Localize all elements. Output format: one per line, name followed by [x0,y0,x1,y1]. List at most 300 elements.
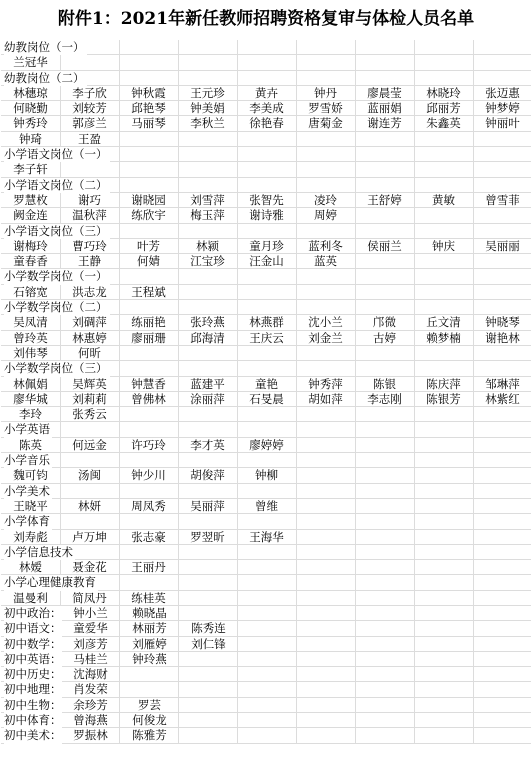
person-name: 陈银 [373,376,396,391]
grid-line [237,178,238,192]
person-name: 阙金连 [13,208,48,223]
person-name: 谢连芳 [367,116,402,131]
person-name: 陈雅芳 [132,728,167,743]
section-heading: 小学数学岗位（三） [4,361,108,376]
person-name: 叶芳 [137,238,160,253]
grid-line [237,162,238,176]
grid-line [296,591,297,605]
grid-line [414,407,415,421]
person-name: 钟庆 [432,238,455,253]
person-name: 童春香 [13,254,48,269]
person-name: 张志豪 [131,529,166,544]
person-name: 汤闽 [78,468,101,483]
grid-line [296,438,297,452]
name-row [1,315,531,330]
section-heading: 小学信息技术 [4,544,73,559]
grid-line [60,453,61,467]
person-name: 李秋兰 [190,116,225,131]
name-row [1,637,531,652]
grid-line [355,132,356,146]
grid-line [473,713,474,727]
grid-line [414,71,415,85]
person-name: 邱艳琴 [131,101,166,116]
person-name: 梅玉萍 [190,208,225,223]
grid-line [237,132,238,146]
grid-line [178,346,179,360]
person-name: 李子轩 [13,162,48,177]
person-name: 童爱华 [73,621,108,636]
grid-line [355,514,356,528]
person-name: 练桂英 [131,590,166,605]
grid-line [355,652,356,666]
grid-line [473,667,474,681]
person-name: 王庆云 [249,330,284,345]
subject-label: 初中地理： [4,682,62,697]
person-name: 钟丽叶 [485,116,520,131]
grid-line [296,285,297,299]
grid-line [60,162,61,176]
person-name: 林佩娟 [13,376,48,391]
name-row [1,254,531,269]
grid-line [414,621,415,635]
grid-line [414,484,415,498]
grid-line [237,591,238,605]
grid-line [414,728,415,742]
grid-line [355,468,356,482]
grid-line [119,269,120,283]
person-name: 钟慧香 [131,376,166,391]
grid-line [296,713,297,727]
grid-line [355,499,356,513]
person-name: 林紫红 [485,391,520,406]
grid-line [473,530,474,544]
person-name: 童艳 [255,376,278,391]
section-heading: 小学数学岗位（一） [4,269,108,284]
grid-line [473,422,474,436]
grid-line [355,530,356,544]
grid-line [296,132,297,146]
person-name: 胡俊萍 [190,468,225,483]
section-heading-row [1,484,531,499]
section-heading-row [1,300,531,315]
section-heading: 小学语文岗位（二） [4,177,108,192]
grid-line [237,560,238,574]
section-heading-row [1,453,531,468]
grid-line [119,55,120,69]
person-name: 刘雁婷 [132,636,167,651]
grid-line [119,224,120,238]
name-row [1,208,531,223]
section-heading: 小学音乐 [4,453,50,468]
grid-line [355,575,356,589]
person-name: 蓝丽娟 [367,101,402,116]
person-name: 钟秀玲 [13,116,48,131]
grid-line [178,453,179,467]
grid-line [473,484,474,498]
grid-line [355,728,356,742]
person-name: 刘伟琴 [13,345,48,360]
grid-line [60,55,61,69]
section-heading: 小学体育 [4,514,50,529]
person-name: 刘仁锋 [191,636,226,651]
grid-line [414,530,415,544]
person-name: 林穗琼 [13,85,48,100]
grid-line [178,71,179,85]
section-heading-row [1,178,531,193]
section-heading-row [1,575,531,590]
name-row [1,285,531,300]
person-name: 王舒婷 [367,192,402,207]
grid-line [296,652,297,666]
grid-line [237,484,238,498]
grid-line [178,132,179,146]
grid-line [473,560,474,574]
section-heading-row [1,40,531,55]
person-name: 胡如萍 [308,391,343,406]
person-name: 赖梦楠 [426,330,461,345]
person-name: 石镕宽 [13,284,48,299]
grid-line [355,71,356,85]
name-row [1,499,531,514]
person-name: 钟秋霞 [131,85,166,100]
person-name: 谢晓园 [131,192,166,207]
person-name: 蓝利冬 [308,238,343,253]
person-name: 涂丽萍 [190,391,225,406]
person-name: 钟美娟 [190,101,225,116]
grid-line [296,40,297,54]
name-row [1,606,531,621]
grid-line [119,147,120,161]
person-name: 黄卉 [255,85,278,100]
grid-line [296,468,297,482]
grid-line [414,575,415,589]
person-name: 王海华 [249,529,284,544]
person-name: 林妍 [78,498,101,513]
grid-line [296,407,297,421]
grid-line [355,698,356,712]
grid-line [414,147,415,161]
grid-line [178,178,179,192]
grid-line [296,514,297,528]
grid-line [473,407,474,421]
grid-line [237,300,238,314]
person-name: 廖华城 [13,391,48,406]
person-name: 谢艳林 [485,330,520,345]
person-name: 吴辉英 [72,376,107,391]
person-name: 刘莉莉 [72,391,107,406]
grid-line [296,682,297,696]
grid-line [473,147,474,161]
section-heading: 幼教岗位（一） [4,40,85,54]
grid-line [473,621,474,635]
grid-line [119,484,120,498]
name-row [1,116,531,131]
name-row [1,239,531,254]
section-heading: 小学心理健康教育 [4,575,96,590]
grid-line [355,346,356,360]
grid-line [178,514,179,528]
grid-line [355,407,356,421]
grid-line [355,224,356,238]
grid-line [296,224,297,238]
grid-line [237,285,238,299]
person-name: 简凤丹 [72,590,107,605]
grid-line [473,468,474,482]
person-name: 温秋萍 [72,208,107,223]
grid-line [178,560,179,574]
person-name: 钟梦婷 [485,101,520,116]
grid-line [355,300,356,314]
grid-line [473,40,474,54]
person-name: 何远金 [72,437,107,452]
grid-line [178,591,179,605]
person-name: 卢万坤 [72,529,107,544]
person-name: 王元珍 [190,85,225,100]
grid-line [414,591,415,605]
person-name: 温曼利 [13,590,48,605]
grid-line [473,591,474,605]
grid-line [355,55,356,69]
person-name: 王程斌 [131,284,166,299]
grid-line [178,300,179,314]
grid-line [60,514,61,528]
grid-line [296,698,297,712]
grid-line [296,300,297,314]
grid-line [60,484,61,498]
name-row [1,101,531,116]
grid-line [355,713,356,727]
person-name: 廖晨莹 [367,85,402,100]
grid-line [237,55,238,69]
grid-line [119,71,120,85]
grid-line [355,178,356,192]
grid-line [414,269,415,283]
person-name: 廖丽珊 [131,330,166,345]
section-heading: 小学数学岗位（二） [4,300,108,315]
person-name: 刘寿彪 [13,529,48,544]
grid-line [355,162,356,176]
section-heading: 小学美术 [4,483,50,498]
grid-line [473,361,474,375]
person-name: 林颍 [196,238,219,253]
grid-line [237,575,238,589]
person-name: 曾维 [255,498,278,513]
person-name: 邝微 [373,315,396,330]
person-name: 石旻晨 [249,391,284,406]
grid-line [414,682,415,696]
person-name: 王丽丹 [131,560,166,575]
grid-line [296,361,297,375]
grid-line [178,545,179,559]
name-row [1,331,531,346]
grid-line [296,575,297,589]
grid-line [119,407,120,421]
grid-line [237,269,238,283]
grid-line [355,545,356,559]
grid-line [178,55,179,69]
grid-line [355,606,356,620]
grid-line [296,606,297,620]
person-name: 吴丽萍 [190,498,225,513]
person-name: 侯丽兰 [367,238,402,253]
grid-line [473,178,474,192]
grid-line [296,422,297,436]
grid-line [119,545,120,559]
grid-line [414,422,415,436]
grid-line [178,407,179,421]
grid-line [296,637,297,651]
grid-line [237,422,238,436]
grid-line [473,606,474,620]
grid-line [355,422,356,436]
person-name: 钟玲燕 [132,651,167,666]
person-name: 曹巧玲 [72,238,107,253]
person-name: 曾海燕 [73,713,108,728]
grid-line [355,285,356,299]
person-name: 罗雪娇 [308,101,343,116]
grid-line [237,71,238,85]
person-name: 童月珍 [249,238,284,253]
name-row [1,407,531,422]
grid-line [178,484,179,498]
person-name: 陈秀连 [191,621,226,636]
grid-line [355,560,356,574]
grid-line [237,713,238,727]
grid-line [355,147,356,161]
grid-line [473,575,474,589]
name-row [1,392,531,407]
grid-line [296,499,297,513]
name-row [1,728,531,743]
name-row [1,682,531,697]
grid-line [237,652,238,666]
grid-line [414,162,415,176]
grid-line [178,147,179,161]
grid-line [237,545,238,559]
person-name: 王静 [78,254,101,269]
grid-line [414,637,415,651]
person-name: 古婷 [373,330,396,345]
person-name: 王盈 [78,131,101,146]
grid-line [355,667,356,681]
subject-label: 初中语文： [4,621,62,636]
grid-line [296,560,297,574]
person-name: 练欣宇 [131,208,166,223]
grid-line [119,361,120,375]
person-name: 林嫒 [19,560,42,575]
person-name: 林丽芳 [132,621,167,636]
person-name: 余珍芳 [73,697,108,712]
grid-line [414,468,415,482]
grid-line [414,652,415,666]
person-name: 蓝英 [314,254,337,269]
person-name: 沈海财 [73,667,108,682]
grid-line [473,71,474,85]
person-name: 郭彦兰 [72,116,107,131]
subject-label: 初中体育： [4,713,62,728]
grid-line [119,162,120,176]
grid-line [178,269,179,283]
name-row [1,86,531,101]
name-row [1,193,531,208]
section-heading-row [1,147,531,162]
person-name: 谢梅玲 [13,238,48,253]
grid-line [414,55,415,69]
person-name: 邱海清 [190,330,225,345]
name-row [1,132,531,147]
person-name: 江宝珍 [190,254,225,269]
person-name: 钟少川 [131,468,166,483]
grid-line [414,208,415,222]
name-row [1,468,531,483]
grid-line [296,621,297,635]
grid-line [473,269,474,283]
grid-line [414,285,415,299]
grid-line [237,514,238,528]
grid-line [473,682,474,696]
grid-line [473,346,474,360]
person-name: 何晓勤 [13,101,48,116]
section-heading-row [1,514,531,529]
grid-line [119,346,120,360]
person-name: 邹琳萍 [485,376,520,391]
person-name: 王晓平 [13,498,48,513]
name-row [1,438,531,453]
grid-line [355,40,356,54]
subject-label: 初中美术： [4,728,62,743]
grid-line [414,346,415,360]
grid-line [414,545,415,559]
grid-line [296,728,297,742]
person-name: 张玲燕 [190,315,225,330]
grid-line [296,484,297,498]
grid-line [237,728,238,742]
person-name: 林晓玲 [426,85,461,100]
person-name: 罗慧枚 [13,192,48,207]
name-row [1,560,531,575]
name-row [1,591,531,606]
grid-line [178,40,179,54]
grid-line [296,71,297,85]
person-name: 马桂兰 [73,651,108,666]
grid-line [237,667,238,681]
person-name: 罗翌昕 [190,529,225,544]
grid-line [60,422,61,436]
grid-line [355,591,356,605]
section-heading-row [1,269,531,284]
person-name: 马丽琴 [131,116,166,131]
grid-line [355,361,356,375]
grid-line [414,667,415,681]
grid-line [414,300,415,314]
grid-line [414,224,415,238]
subject-label: 初中英语： [4,651,62,666]
grid-line [119,300,120,314]
grid-line [414,178,415,192]
grid-line [355,453,356,467]
person-name: 谢巧 [78,192,101,207]
grid-line [473,637,474,651]
person-name: 赖晓晶 [132,605,167,620]
person-name: 吴丽丽 [485,238,520,253]
grid-line [296,545,297,559]
person-name: 周凤秀 [131,498,166,513]
person-name: 陈英 [19,437,42,452]
grid-line [237,407,238,421]
person-name: 朱鑫英 [426,116,461,131]
person-name: 唐菊金 [308,116,343,131]
grid-line [237,346,238,360]
